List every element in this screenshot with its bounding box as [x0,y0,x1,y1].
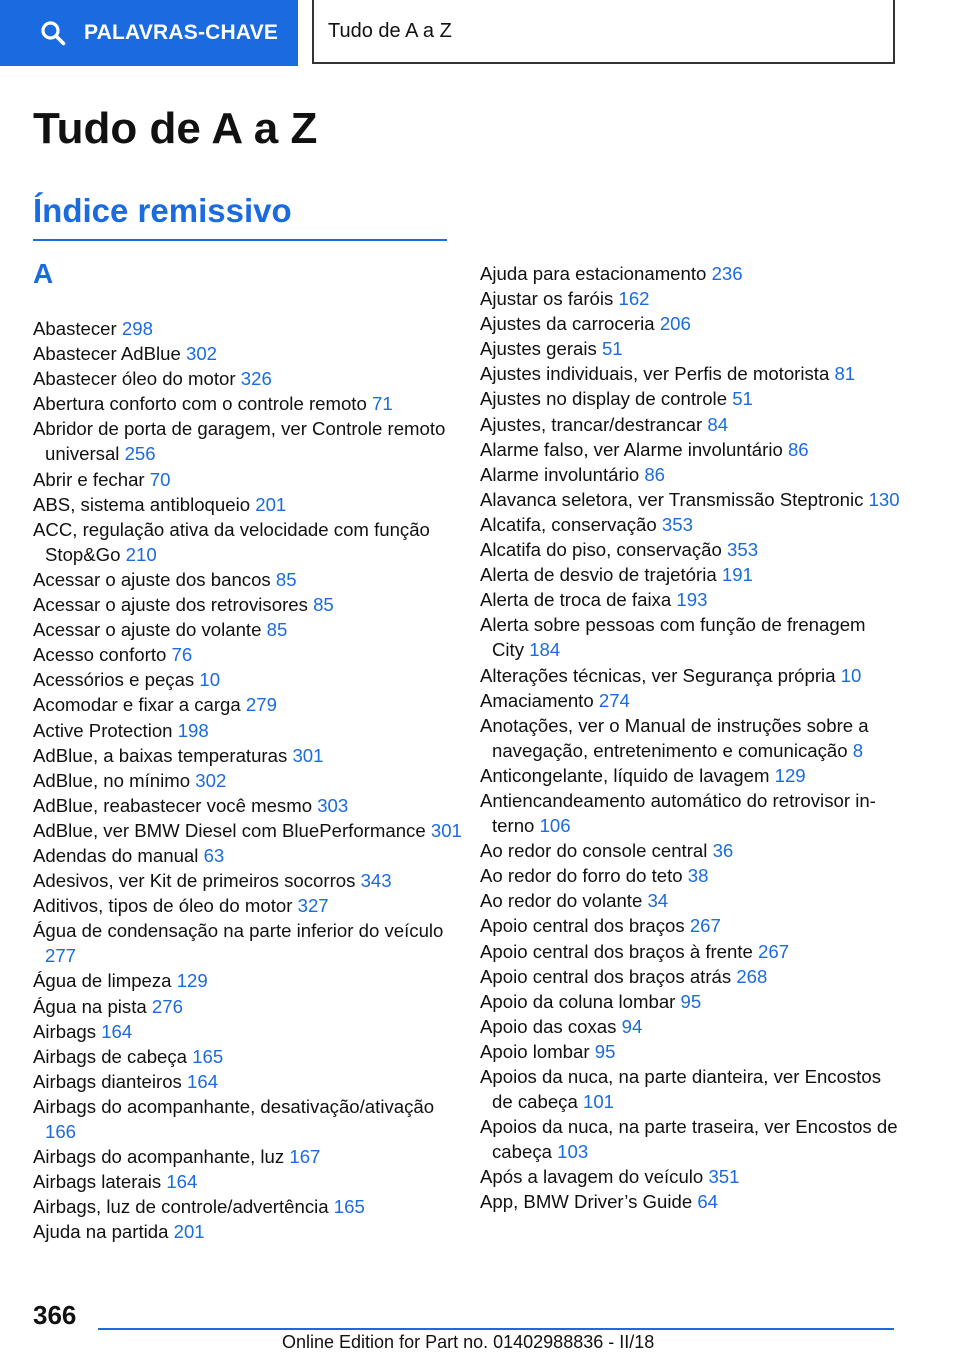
index-page-link[interactable]: 201 [255,493,287,515]
index-entry-text: Alterações técnicas, ver Segurança própria [480,664,836,686]
index-entry [33,743,463,768]
index-entry-text: Apoio central dos braços à frente [480,940,753,962]
index-page-link[interactable]: 353 [661,513,693,535]
index-entry-text: Alerta sobre pessoas com função de frenagem City [480,614,866,661]
index-entry-text: Ao redor do console central [480,840,708,862]
index-entry [33,517,463,567]
section-title: Índice remissivo [33,192,292,229]
index-entry-text: Antiencandeamento automático do retrovisor interno [480,789,876,837]
index-entry-text: Apoios da nuca, na parte dianteira, ver Encostos de cabeça [480,1066,882,1113]
index-entry-text: Acesso conforto [33,644,167,666]
index-entry [33,341,463,366]
index-entry-text: Apoio da coluna lombar [480,990,676,1012]
index-page-link[interactable]: 63 [203,844,225,866]
index-entry-text: Água na pista [33,995,147,1017]
index-entry [33,868,463,893]
index-page-link[interactable]: 302 [186,343,218,365]
index-column-right [480,261,900,1215]
index-page-link[interactable]: 95 [594,1040,616,1062]
index-entry [480,286,900,311]
index-entry [480,1014,900,1039]
index-page-link[interactable]: 279 [245,694,277,716]
index-page-link[interactable]: 38 [687,865,709,887]
index-entry [480,537,900,562]
index-entry-text: Ajustar os faróis [480,288,614,310]
index-entry [33,1094,463,1144]
index-entry-text: Apoio central dos braços atrás [480,965,732,987]
index-entry-text: Alarme involuntário [480,463,640,485]
index-entry-text: Anotações, ver o Manual de instruções sobre a navegação, entretenimento e comunicação [480,714,869,761]
index-page-link[interactable]: 51 [732,388,753,410]
index-entry-text: Ajustes da carroceria [480,313,655,335]
index-entry [480,437,900,462]
index-page-link[interactable]: 165 [333,1196,365,1218]
index-entry [33,1069,463,1094]
index-entry [480,336,900,361]
index-page-link[interactable]: 70 [149,468,171,490]
search-icon [40,20,66,46]
index-page-link[interactable]: 301 [292,744,324,766]
index-entry-text: Adesivos, ver Kit de primeiros socorros [33,870,356,892]
index-entry [480,311,900,336]
footer-divider [98,1328,894,1330]
index-page-link[interactable]: 76 [171,644,193,666]
index-entry [480,763,900,788]
index-page-link[interactable]: 71 [372,393,393,415]
index-entry-text: Apoios da nuca, na parte traseira, ver Encostos de cabeça [480,1116,898,1163]
index-page-link[interactable]: 277 [45,945,77,967]
index-entry [480,361,900,386]
index-page-link[interactable]: 101 [582,1091,615,1113]
index-page-link[interactable]: 10 [840,664,862,686]
index-entry-text: Abrir e fechar [33,468,145,490]
index-page-link[interactable]: 267 [758,940,790,962]
index-entry-text: Ajuda na partida [33,1221,169,1243]
index-entry-text: Adendas do manual [33,844,199,866]
index-page-link[interactable]: 129 [176,970,208,992]
index-page-link[interactable]: 36 [712,840,734,862]
index-entry [480,1114,900,1164]
index-page-link[interactable]: 198 [177,719,209,741]
index-entry [33,893,463,918]
index-entry-text: Airbags, luz de controle/advertência [33,1196,329,1218]
index-page-link[interactable]: 210 [125,543,157,565]
index-entry [480,688,900,713]
index-entry-text: Ajustes individuais, ver Perfis de motorista [480,363,830,385]
index-page-link[interactable]: 94 [621,1015,643,1037]
index-entry-text: Acessórios e peças [33,669,195,691]
index-entry-text: Apoio lombar [480,1040,590,1062]
index-entry-text: Acessar o ajuste dos retrovisores [33,594,308,616]
index-entry-text: Abastecer AdBlue [33,343,181,365]
index-page-link[interactable]: 327 [297,895,329,917]
index-page-link[interactable]: 51 [601,338,623,360]
index-entry [480,788,900,838]
index-entry [33,667,463,692]
index-entry-text: Airbags [33,1020,97,1042]
index-entry [33,1019,463,1044]
index-entry-text: Ajustes, trancar/destrancar [480,413,703,435]
index-entry [33,366,463,391]
index-entry [480,939,900,964]
index-entry [33,1144,463,1169]
index-entry-text: Amaciamento [480,689,594,711]
index-entry [33,1219,463,1244]
index-page-link[interactable]: 106 [539,815,571,837]
index-entry [480,888,900,913]
index-entry-text: AdBlue, reabastecer você mesmo [33,794,313,816]
index-entry-text: Airbags de cabeça [33,1045,188,1067]
index-entry [33,692,463,717]
index-page-link[interactable]: 184 [529,639,561,661]
index-page-link[interactable]: 164 [166,1171,198,1193]
index-page-link[interactable]: 167 [289,1146,321,1168]
index-page-link[interactable]: 84 [707,413,729,435]
index-page-link[interactable]: 276 [151,995,183,1017]
index-page-link[interactable]: 85 [313,594,334,616]
index-entry [33,793,463,818]
index-entry-text: Acomodar e fixar a carga [33,694,241,716]
index-entry [33,718,463,743]
index-entry-text: AdBlue, a baixas temperaturas [33,744,288,766]
index-entry-text: Apoio das coxas [480,1015,617,1037]
index-page-link[interactable]: 95 [680,990,702,1012]
index-page-link[interactable]: 301 [430,819,462,841]
index-entry [33,1169,463,1194]
index-entry [33,994,463,1019]
index-entry [480,1039,900,1064]
index-entry [480,562,900,587]
index-page-link[interactable]: 103 [557,1141,589,1163]
index-entry-text: Água de condensação na parte inferior do veículo [33,920,444,942]
index-entry-text: Ajustes gerais [480,338,597,360]
index-entry-text: Ao redor do forro do teto [480,865,683,887]
index-page-link[interactable]: 86 [787,438,809,460]
index-entry-text: Ajuda para estacionamento [480,263,707,284]
index-entry-text: ABS, sistema antibloqueio [33,493,251,515]
index-page-link[interactable]: 85 [266,619,288,641]
index-page-link[interactable]: 34 [647,890,669,912]
index-page-link[interactable]: 236 [711,263,743,284]
index-entry-text: Abastecer óleo do motor [33,368,236,390]
index-page-link[interactable]: 164 [187,1070,219,1092]
index-entry [480,1064,900,1114]
index-entry [480,1164,900,1189]
index-page-link[interactable]: 166 [45,1121,77,1142]
index-entry-text: Airbags do acompanhante, desativação/ativação [33,1095,435,1117]
index-entry [480,863,900,888]
index-entry-text: Aditivos, tipos de óleo do motor [33,895,293,917]
index-page-link[interactable]: 165 [192,1045,224,1067]
index-entry-text: AdBlue, no mínimo [33,769,191,791]
index-entry-text: ACC, regulação ativa da velocidade com função Stop&Go [33,518,430,565]
index-entry [480,964,900,989]
index-entry [33,391,463,416]
index-page-link[interactable]: 162 [618,288,650,310]
index-entry-text: Ajustes no display de controle [480,388,728,410]
index-page-link[interactable]: 81 [834,363,856,385]
index-page-link[interactable]: 303 [317,794,349,816]
index-entry-text: Alerta de desvio de trajetória [480,564,717,586]
index-entry-text: Airbags laterais [33,1171,162,1193]
index-entry-text: Apoio central dos braços [480,915,685,937]
index-entry [480,713,900,763]
index-page-link[interactable]: 86 [644,463,666,485]
index-entry-text: App, BMW Driver’s Guide [480,1191,693,1213]
index-page-link[interactable]: 343 [360,870,392,892]
index-entry-text: Alerta de troca de faixa [480,589,672,611]
index-entry [480,512,900,537]
index-page-link[interactable]: 274 [598,689,630,711]
index-column-left [33,316,463,1244]
section-divider [33,239,447,241]
index-page-link[interactable]: 298 [121,318,153,339]
index-page-link[interactable]: 191 [721,564,753,586]
index-entry [33,492,463,517]
index-page-link[interactable]: 267 [689,915,721,937]
index-entry [33,467,463,492]
index-entry-text: Acessar o ajuste dos bancos [33,568,271,590]
index-entry-text: Alarme falso, ver Alarme involuntário [480,438,783,460]
index-entry [480,487,900,512]
index-entry [33,617,463,642]
index-entry [480,587,900,612]
index-entry-text: AdBlue, ver BMW Diesel com BluePerformance [33,819,426,841]
index-entry [480,612,900,662]
index-letter-heading: A [33,258,54,289]
top-bar [0,0,960,66]
index-entry-text: Abastecer [33,318,117,339]
index-entry [480,386,900,411]
index-entry [33,968,463,993]
index-entry [33,918,463,968]
index-entry-text: Abridor de porta de garagem, ver Controle remoto universal [33,418,446,465]
footer-edition-text: Online Edition for Part no. 01402988836 - II/18 [282,1332,655,1352]
index-page-link[interactable]: 130 [868,488,900,510]
index-page-link[interactable]: 64 [697,1191,719,1213]
index-page-link[interactable]: 8 [852,739,864,761]
index-entry [33,642,463,667]
index-entry [33,818,463,843]
index-entry [33,1194,463,1219]
index-entry-text: Alavanca seletora, ver Transmissão Steptronic [480,488,864,510]
page-number: 366 [33,1300,77,1330]
index-page-link[interactable]: 268 [736,965,768,987]
keywords-button-label: PALAVRAS-CHAVE [84,21,279,44]
index-entry [480,989,900,1014]
index-entry-text: Active Protection [33,719,173,741]
index-page-link[interactable]: 353 [727,539,759,561]
index-entry-text: Abertura conforto com o controle remoto [33,393,367,415]
index-page-link[interactable]: 256 [124,443,156,465]
index-entry-text: Airbags do acompanhante, luz [33,1146,285,1168]
page-title: Tudo de A a Z [33,104,318,153]
index-entry [480,1189,900,1214]
index-entry [480,412,900,437]
index-entry [33,843,463,868]
index-entry [33,316,463,341]
index-page-link[interactable]: 164 [101,1020,133,1042]
index-entry [33,768,463,793]
index-entry [33,567,463,592]
index-entry [33,1044,463,1069]
tab-all-a-to-z[interactable] [312,0,895,64]
index-page-link[interactable]: 326 [240,368,272,390]
index-entry-text: Anticongelante, líquido de lavagem [480,764,770,786]
index-entry-text: Alcatifa do piso, conservação [480,539,722,561]
index-page-link[interactable]: 206 [659,313,691,335]
tab-label: Tudo de A a Z [328,19,452,42]
index-entry-text: Água de limpeza [33,970,172,992]
index-entry [33,416,463,466]
index-entry [33,592,463,617]
index-page-link[interactable]: 129 [774,764,806,786]
keywords-search-button[interactable] [0,0,298,66]
index-entry-text: Alcatifa, conservação [480,513,657,535]
index-page-link[interactable]: 302 [195,769,227,791]
index-entry [480,913,900,938]
index-entry-text: Airbags dianteiros [33,1070,182,1092]
index-page-link[interactable]: 85 [275,568,297,590]
index-page-link[interactable]: 193 [676,589,708,611]
index-page-link[interactable]: 10 [199,669,221,691]
index-page-link[interactable]: 201 [173,1221,205,1243]
index-entry-text: Acessar o ajuste do volante [33,619,262,641]
index-entry [480,462,900,487]
index-entry-text: Ao redor do volante [480,890,643,912]
index-entry [480,261,900,286]
index-entry [480,838,900,863]
index-page-link[interactable]: 351 [708,1166,740,1188]
index-entry [480,663,900,688]
index-entry-text: Após a lavagem do veículo [480,1166,704,1188]
